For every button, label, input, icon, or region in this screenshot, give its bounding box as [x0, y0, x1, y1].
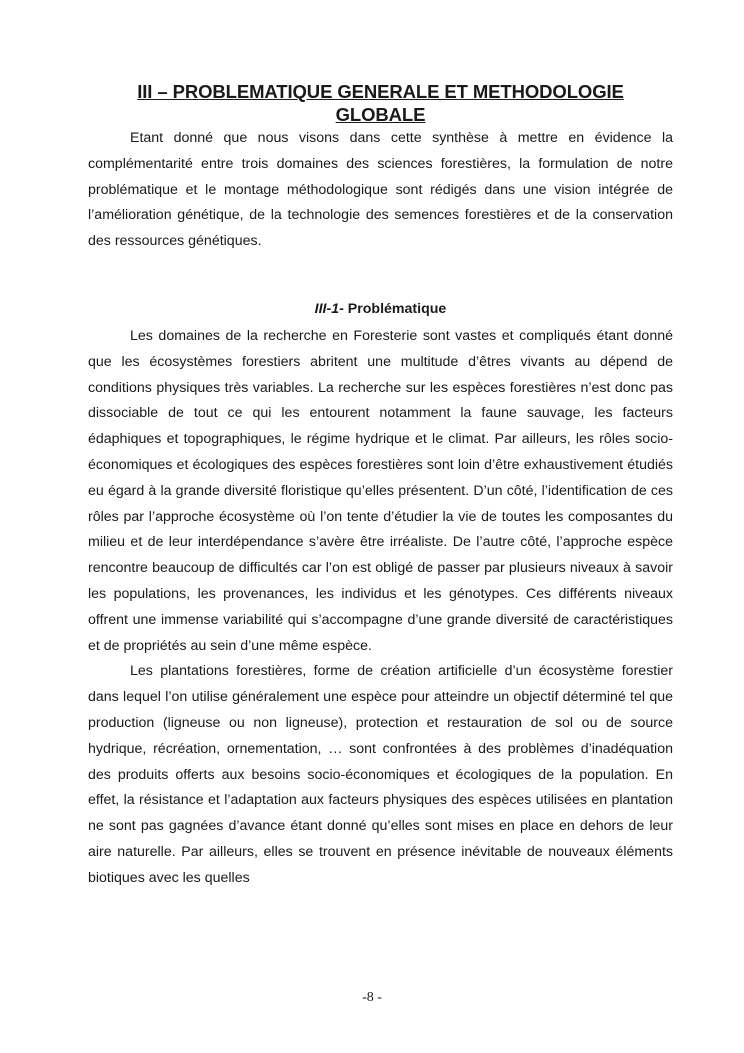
page-number: -8 -: [362, 990, 382, 1005]
section-heading: [88, 299, 673, 319]
document-title: [88, 80, 673, 126]
section-number: III-1-: [314, 300, 344, 317]
paragraph-2: Les domaines de la recherche en Foresterie sont vastes et compliqués étant donné que les écosystèmes forestiers abritent une multitude d’êtres vivants au dépend de conditions physiques très variables. La recherche sur les espèces forestières n’est donc pas dissociable de tout ce qui les entourent notamment la faune sauvage, les facteurs édaphiques et topographiques, le régime hydrique et le climat. Par ailleurs, les rôles socio-économiques et écologiques des espèces forestières sont loin d’être exhaustivement étudiés eu égard à la grande diversité floristique qu’elles présentent. D’un côté, l’identification de ces rôles par l’approche écosystème où l’on tente d’étudier la vie de toutes les composantes du milieu et de leur interdépendance s’avère être irréaliste. De l’autre côté, l’approche espèce rencontre beaucoup de difficultés car l’on est obligé de passer par plusieurs niveaux à savoir les populations, les provenances, les individus et les génotypes. Ces différents niveaux offrent une immense variabilité qui s’accompagne d’une grande diversité de caractéristiques et de propriétés au sein d’une même espèce.: [88, 327, 673, 654]
intro-paragraph: Etant donné que nous visons dans cette synthèse à mettre en évidence la complémentarité entre trois domaines des sciences forestières, la formulation de notre problématique et le montage méthodologique sont rédigés dans une vision intégrée de l’amélioration génétique, de la technologie des semences forestières et de la conservation des ressources génétiques.: [88, 130, 673, 250]
title-line-1: III – PROBLEMATIQUE GENERALE ET METHODOLOGIE: [137, 81, 624, 102]
document-page: [88, 80, 673, 892]
paragraph-3: Les plantations forestières, forme de création artificielle d’un écosystème forestier dans lequel l’on utilise généralement une espèce pour atteindre un objectif déterminé tel que production (ligneuse ou non ligneuse), protection et restauration de sol ou de source hydrique, récréation, ornementation, … sont confrontées à des problèmes d’inadéquation des produits offerts aux besoins socio-économiques et écologiques de la population. En effet, la résistance et l’adaptation aux facteurs physiques des espèces utilisées en plantation ne sont pas gagnées d’avance étant donné qu’elles sont mises en place en dehors de leur aire naturelle. Par ailleurs, elles se trouvent en présence inévitable de nouveaux éléments biotiques avec les quelles: [88, 663, 673, 886]
section-name: Problématique: [347, 300, 447, 317]
title-line-2: GLOBALE: [335, 104, 426, 125]
